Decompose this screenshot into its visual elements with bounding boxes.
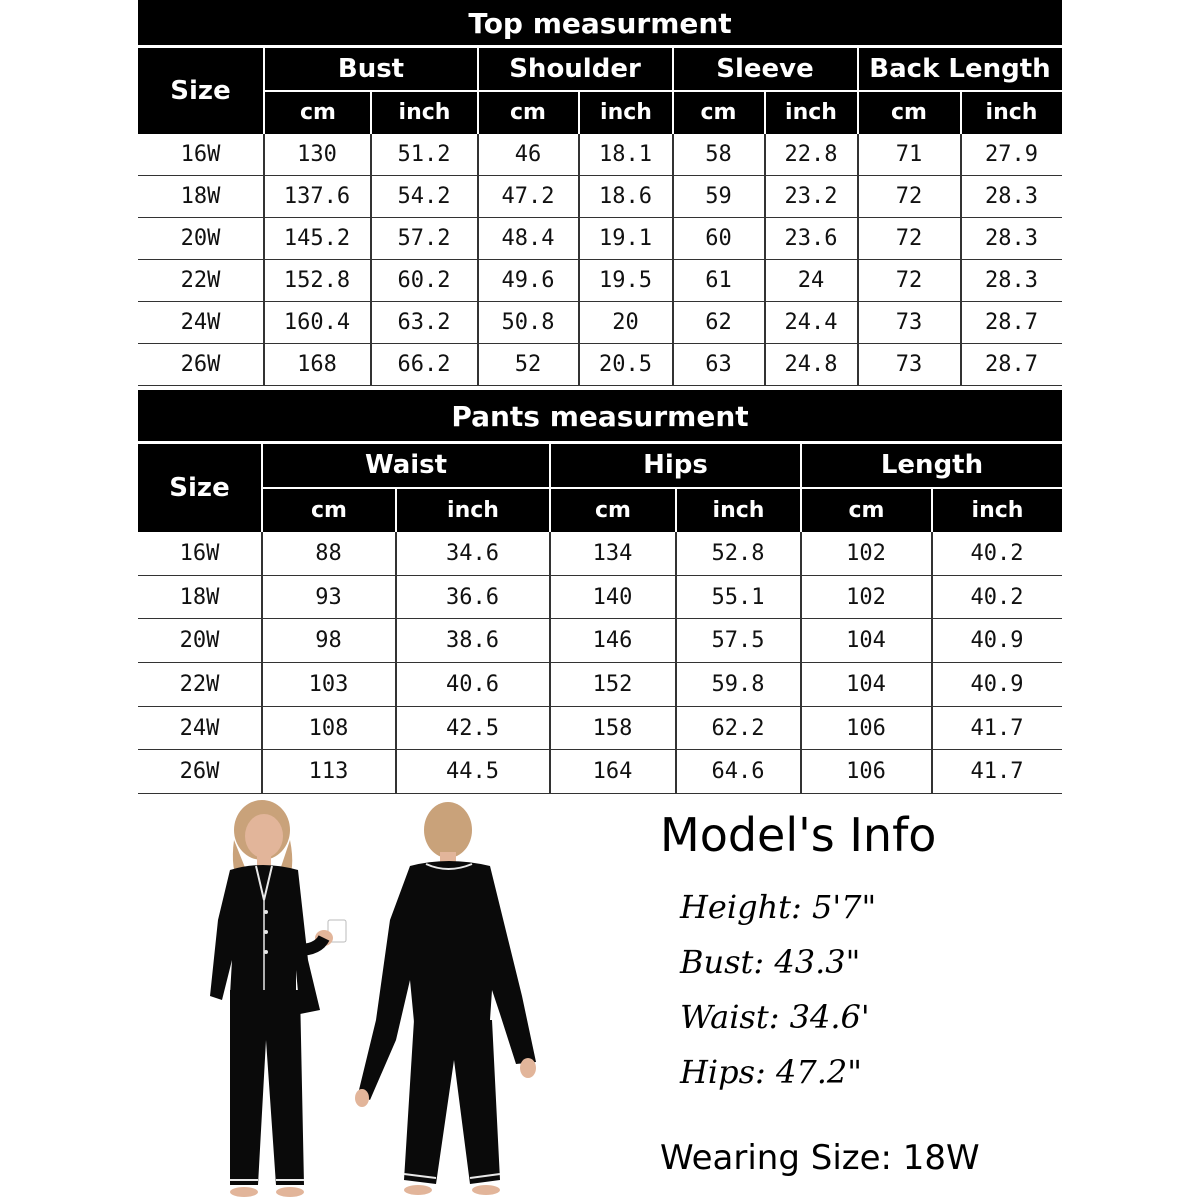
pants-value-cell: 98	[315, 628, 342, 654]
pants-unit: cm	[595, 498, 631, 523]
model-front-figure	[210, 800, 346, 1197]
top-value-cell: 72	[895, 226, 923, 251]
top-row	[138, 344, 1062, 386]
top-group-sleeve: Sleeve	[716, 54, 814, 84]
top-value-cell: 19.1	[599, 226, 652, 251]
pants-value-cell: 108	[308, 715, 349, 741]
top-value-cell: 62	[705, 310, 732, 335]
pants-table-header	[138, 444, 1062, 532]
pants-value-cell: 41.7	[970, 759, 1024, 785]
pants-size-cell: 26W	[179, 759, 220, 785]
top-size-cell: 16W	[180, 142, 221, 167]
pants-value-cell: 40.2	[970, 540, 1024, 566]
pants-row	[138, 750, 1062, 794]
top-unit: inch	[985, 100, 1038, 125]
pants-table-title: Pants measurment	[138, 390, 1062, 444]
model-photos	[200, 800, 570, 1200]
pants-value-cell: 106	[846, 715, 886, 741]
pants-value-cell: 93	[315, 584, 342, 610]
model-wearing-size: Wearing Size: 18W	[660, 1138, 980, 1178]
pants-row	[138, 576, 1062, 620]
pants-unit: cm	[848, 498, 885, 523]
pants-row	[138, 663, 1062, 707]
top-value-cell: 20.5	[599, 352, 652, 377]
pants-value-cell: 103	[308, 671, 349, 697]
top-value-cell: 73	[895, 352, 923, 377]
top-value-cell: 61	[705, 268, 732, 293]
pants-size-header: Size	[169, 473, 230, 503]
top-value-cell: 60	[705, 226, 732, 251]
pants-value-cell: 104	[846, 628, 886, 654]
pants-group-waist: Waist	[364, 450, 448, 480]
pants-value-cell: 38.6	[446, 628, 499, 654]
top-unit: cm	[300, 100, 336, 125]
top-row	[138, 302, 1062, 344]
top-unit: inch	[398, 100, 451, 125]
pants-value-cell: 40.6	[446, 671, 499, 697]
pants-value-cell: 113	[308, 759, 349, 785]
pants-value-cell: 152	[592, 671, 633, 697]
pants-value-cell: 140	[592, 584, 633, 610]
pants-unit: inch	[712, 498, 765, 523]
top-value-cell: 46	[514, 142, 542, 167]
pants-value-cell: 146	[592, 628, 633, 654]
pants-group-length: Length	[880, 450, 984, 480]
top-group-bust: Bust	[337, 54, 405, 84]
top-value-cell: 27.9	[985, 142, 1038, 167]
top-row	[138, 260, 1062, 302]
pants-value-cell: 64.6	[711, 759, 765, 785]
pants-value-cell: 42.5	[446, 715, 499, 741]
top-value-cell: 130	[297, 142, 337, 167]
pants-value-cell: 158	[592, 715, 633, 741]
top-row	[138, 218, 1062, 260]
top-value-cell: 23.6	[784, 226, 838, 251]
top-value-cell: 72	[895, 184, 923, 209]
model-info-panel	[660, 800, 1180, 1200]
pants-value-cell: 41.7	[970, 715, 1024, 741]
pants-table-body	[138, 532, 1062, 794]
top-value-cell: 63.2	[397, 310, 451, 335]
top-unit: cm	[700, 100, 737, 125]
top-value-cell: 58	[705, 142, 732, 167]
top-value-cell: 145.2	[283, 226, 351, 251]
pants-value-cell: 104	[846, 671, 886, 697]
top-value-cell: 23.2	[784, 184, 838, 209]
top-value-cell: 71	[895, 142, 923, 167]
pants-group-hips: Hips	[643, 450, 708, 480]
top-unit: inch	[600, 100, 652, 125]
top-row	[138, 176, 1062, 218]
top-size-cell: 18W	[180, 184, 221, 209]
pants-row	[138, 532, 1062, 576]
pants-value-cell: 106	[846, 759, 886, 785]
pants-value-cell: 52.8	[711, 540, 765, 566]
top-value-cell: 152.8	[283, 268, 351, 293]
pants-value-cell: 102	[846, 584, 886, 610]
pants-row	[138, 707, 1062, 751]
top-measurement-table	[138, 0, 1062, 386]
top-value-cell: 28.7	[985, 310, 1038, 335]
top-table-header	[138, 48, 1062, 134]
top-value-cell: 168	[297, 352, 337, 377]
top-value-cell: 54.2	[397, 184, 451, 209]
pants-row	[138, 619, 1062, 663]
pants-unit: cm	[311, 498, 347, 523]
top-value-cell: 66.2	[397, 352, 451, 377]
pants-value-cell: 44.5	[446, 759, 499, 785]
model-back-figure	[355, 802, 536, 1195]
top-value-cell: 18.1	[599, 142, 652, 167]
top-value-cell: 49.6	[501, 268, 555, 293]
pants-measurement-table	[138, 390, 1062, 794]
top-value-cell: 19.5	[599, 268, 652, 293]
top-value-cell: 28.3	[985, 268, 1038, 293]
pants-value-cell: 40.9	[970, 671, 1024, 697]
top-value-cell: 28.3	[985, 184, 1038, 209]
top-size-header: Size	[170, 76, 231, 106]
top-size-cell: 24W	[180, 310, 221, 335]
pants-unit: inch	[447, 498, 499, 523]
top-value-cell: 51.2	[397, 142, 451, 167]
top-value-cell: 137.6	[283, 184, 351, 209]
top-size-cell: 26W	[180, 352, 221, 377]
pants-size-cell: 24W	[179, 715, 220, 741]
pants-value-cell: 134	[592, 540, 633, 566]
top-value-cell: 63	[705, 352, 732, 377]
top-unit: cm	[510, 100, 546, 125]
top-size-cell: 20W	[180, 226, 221, 251]
model-height: Height: 5'7"	[680, 888, 877, 926]
top-value-cell: 52	[514, 352, 542, 377]
top-value-cell: 50.8	[501, 310, 555, 335]
pants-value-cell: 102	[846, 540, 886, 566]
top-value-cell: 47.2	[501, 184, 555, 209]
pants-value-cell: 59.8	[711, 671, 765, 697]
top-value-cell: 48.4	[501, 226, 555, 251]
model-bust: Bust: 43.3"	[680, 943, 861, 981]
pants-size-cell: 20W	[179, 628, 220, 654]
top-value-cell: 24.4	[784, 310, 838, 335]
pants-size-cell: 22W	[179, 671, 220, 697]
model-info-title: Model's Info	[660, 808, 937, 862]
top-value-cell: 73	[895, 310, 923, 335]
top-value-cell: 18.6	[599, 184, 652, 209]
pants-value-cell: 164	[592, 759, 633, 785]
top-value-cell: 72	[895, 268, 923, 293]
top-value-cell: 60.2	[397, 268, 451, 293]
pants-value-cell: 34.6	[446, 540, 499, 566]
top-size-cell: 22W	[180, 268, 221, 293]
top-table-title: Top measurment	[138, 0, 1062, 48]
model-illustration	[200, 800, 570, 1200]
pants-size-cell: 16W	[179, 540, 220, 566]
pants-size-cell: 18W	[179, 584, 220, 610]
pants-value-cell: 36.6	[446, 584, 499, 610]
top-value-cell: 24	[797, 268, 825, 293]
top-value-cell: 20	[612, 310, 639, 335]
pants-value-cell: 55.1	[711, 584, 765, 610]
pants-value-cell: 57.5	[711, 628, 765, 654]
top-value-cell: 160.4	[283, 310, 351, 335]
pants-unit: inch	[971, 498, 1024, 523]
top-table-body	[138, 134, 1062, 386]
top-value-cell: 59	[705, 184, 732, 209]
top-value-cell: 28.3	[985, 226, 1038, 251]
top-value-cell: 57.2	[397, 226, 451, 251]
model-hips: Hips: 47.2"	[680, 1053, 862, 1091]
model-waist: Waist: 34.6'	[680, 998, 870, 1036]
pants-value-cell: 40.2	[970, 584, 1024, 610]
top-row	[138, 134, 1062, 176]
top-value-cell: 28.7	[985, 352, 1038, 377]
top-group-back-length: Back Length	[869, 54, 1051, 84]
top-group-shoulder: Shoulder	[509, 54, 641, 84]
pants-value-cell: 40.9	[970, 628, 1024, 654]
top-value-cell: 22.8	[784, 142, 838, 167]
pants-value-cell: 62.2	[711, 715, 765, 741]
pants-value-cell: 88	[315, 540, 342, 566]
top-unit: cm	[891, 100, 927, 125]
top-value-cell: 24.8	[784, 352, 838, 377]
top-unit: inch	[785, 100, 837, 125]
